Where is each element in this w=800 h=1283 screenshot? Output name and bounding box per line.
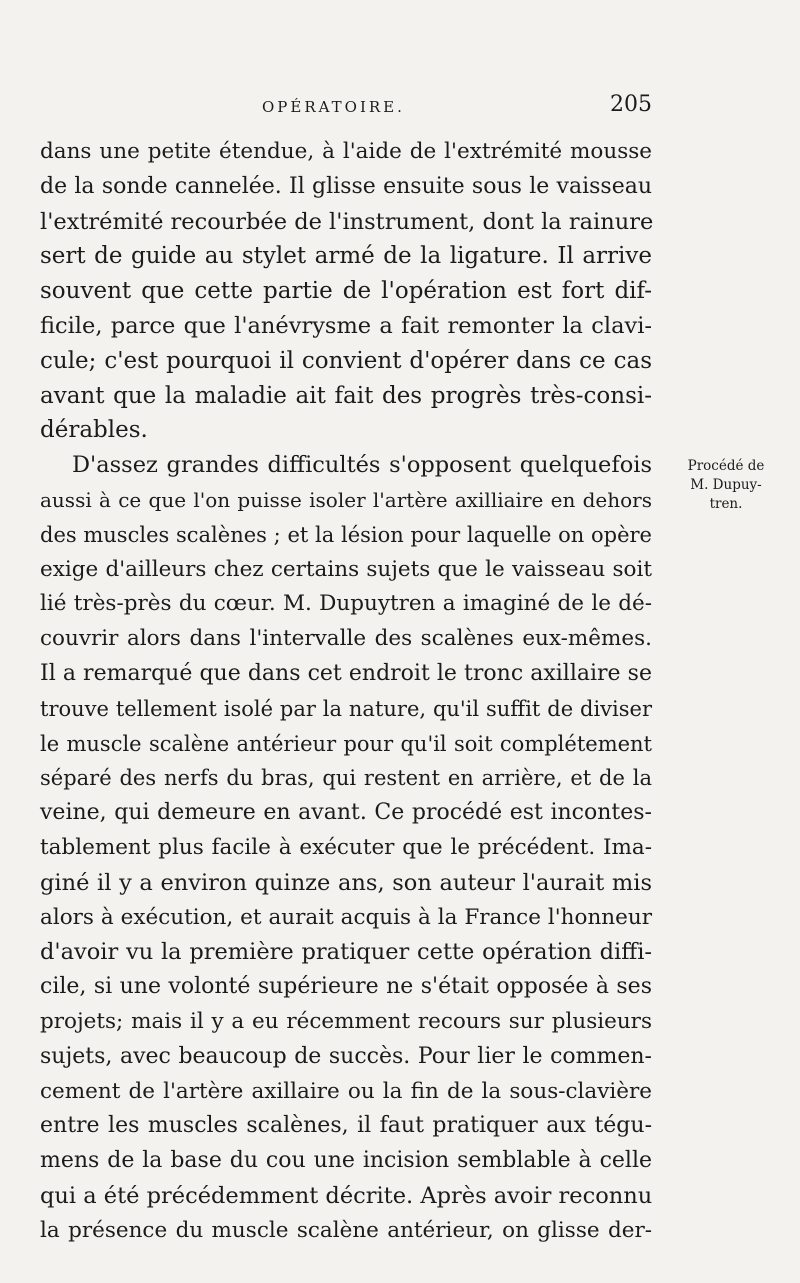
- text-line: sujets, avec beaucoup de succès. Pour lier le commen-: [40, 1043, 652, 1069]
- text-line: la présence du muscle scalène antérieur, on glisse der-: [40, 1217, 652, 1243]
- page-number: 205: [610, 92, 652, 117]
- text-line: le muscle scalène antérieur pour qu'il soit complétement: [40, 731, 652, 756]
- text-line: couvrir alors dans l'intervalle des scalènes eux-mêmes.: [40, 626, 652, 652]
- text-line: aussi à ce que l'on puisse isoler l'artère axilliaire en dehors: [40, 487, 652, 512]
- text-line: alors à exécution, et aurait acquis à la France l'honneur: [40, 904, 652, 930]
- text-line: veine, qui demeure en avant. Ce procédé est incontes-: [40, 800, 652, 826]
- text-line: cule; c'est pourquoi il convient d'opérer dans ce cas: [40, 347, 652, 374]
- margin-note-line: tren.: [709, 496, 743, 512]
- text-line: l'extrémité recourbée de l'instrument, dont la rainure: [40, 208, 654, 235]
- text-line: entre les muscles scalènes, il faut pratiquer aux tégu-: [40, 1113, 652, 1139]
- text-line: d'avoir vu la première pratiquer cette opération diffi-: [40, 939, 652, 966]
- margin-note-line: M. Dupuy-: [690, 477, 762, 493]
- text-line: dans une petite étendue, à l'aide de l'extrémité mousse: [40, 139, 652, 164]
- text-line: mens de la base du cou une incision semblable à celle: [40, 1148, 652, 1174]
- page-header: [40, 92, 652, 122]
- text-line: Il a remarqué que dans cet endroit le tronc axillaire se: [40, 660, 652, 686]
- text-line: dérables.: [40, 417, 148, 444]
- margin-note: [660, 457, 792, 514]
- text-line: projets; mais il y a eu récemment recours sur plusieurs: [40, 1008, 652, 1034]
- text-line: tablement plus facile à exécuter que le précédent. Ima-: [40, 834, 652, 860]
- text-line: cile, si une volonté supérieure ne s'était opposée à ses: [40, 974, 652, 1000]
- running-head: OPÉRATOIRE.: [262, 98, 405, 116]
- text-line: qui a été précédemment décrite. Après avoir reconnu: [40, 1182, 653, 1209]
- body-text: [40, 135, 652, 1249]
- text-line: lié très-près du cœur. M. Dupuytren a imaginé de le dé-: [40, 591, 652, 617]
- margin-note-line: Procédé de: [687, 458, 765, 474]
- text-line: ficile, parce que l'anévrysme a fait remonter la clavi-: [40, 312, 652, 339]
- text-line: de la sonde cannelée. Il glisse ensuite sous le vaisseau: [40, 173, 652, 199]
- text-line: séparé des nerfs du bras, qui restent en arrière, et de la: [40, 766, 652, 791]
- text-line: exige d'ailleurs chez certains sujets que le vaisseau soit: [40, 556, 652, 582]
- text-line: des muscles scalènes ; et la lésion pour laquelle on opère: [40, 522, 652, 547]
- text-line: trouve tellement isolé par la nature, qu'il suffit de diviser: [40, 696, 652, 721]
- text-line: D'assez grandes difficultés s'opposent quelquefois: [72, 452, 652, 479]
- text-line: avant que la maladie ait fait des progrès très-consi-: [40, 382, 652, 409]
- text-line: souvent que cette partie de l'opération est fort dif-: [40, 278, 652, 305]
- text-line: sert de guide au stylet armé de la ligature. Il arrive: [40, 243, 652, 270]
- text-line: cement de l'artère axillaire ou la fin de la sous-clavière: [40, 1078, 652, 1104]
- text-line: giné il y a environ quinze ans, son auteur l'aurait mis: [40, 869, 652, 896]
